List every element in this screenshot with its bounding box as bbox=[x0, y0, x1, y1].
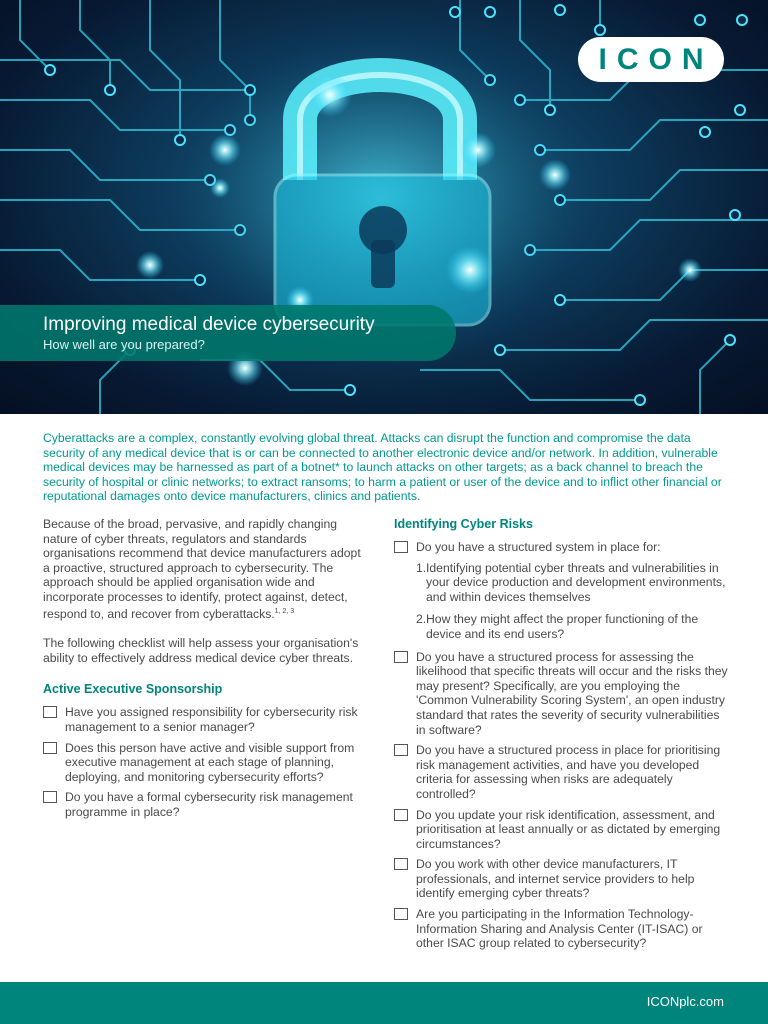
reference-superscript: 1, 2, 3 bbox=[274, 607, 295, 615]
checkbox[interactable] bbox=[394, 908, 408, 920]
checkbox[interactable] bbox=[394, 744, 408, 756]
checklist-item bbox=[394, 650, 730, 738]
checklist-item-text: Do you have a formal cybersecurity risk management programme in place? bbox=[65, 790, 353, 819]
sub-list-number: 1. bbox=[416, 560, 427, 575]
checklist-item bbox=[394, 857, 730, 901]
checkbox[interactable] bbox=[394, 651, 408, 663]
sponsorship-heading: Active Executive Sponsorship bbox=[43, 682, 223, 697]
checklist-item-text: Have you assigned responsibility for cybersecurity risk management to a senior manager? bbox=[65, 705, 358, 734]
checklist-intro-paragraph: The following checklist will help assess your organisation's ability to effectively address medical device cyber threats. bbox=[43, 636, 359, 665]
cyber-risks-heading: Identifying Cyber Risks bbox=[394, 517, 533, 531]
checklist-item bbox=[43, 741, 363, 785]
intro-paragraph: Cyberattacks are a complex, constantly evolving global threat. Attacks can disrupt the function and compromise the data security of any medical device that is or can be connected to another electronic device and/or network. In addition, vulnerable medical devices may be harnessed as part of a botnet* to launch attacks on other targets; as a back channel to breach the security of hospital or clinic networks; to extract ransoms; to harm a patient or user of the device and to inflict other financial or reputational damages onto device manufacturers, clinics and patients. bbox=[43, 431, 722, 504]
sub-list-number: 2. bbox=[416, 612, 427, 627]
sub-list-text: How they might affect the proper functioning of the device and its end users? bbox=[426, 612, 699, 641]
footer-bar bbox=[0, 982, 768, 1024]
page-title: Improving medical device cybersecurity bbox=[43, 314, 375, 335]
checklist-item-text: Do you have a structured system in place for: bbox=[416, 540, 661, 554]
title-band bbox=[0, 305, 456, 361]
left-column bbox=[43, 517, 363, 826]
approach-paragraph: Because of the broad, pervasive, and rapidly changing nature of cyber threats, regulators and standards organisations recommend that device manufacturers adopt a proactive, structured approach to cybersecurity. The approach should be applied organisation wide and incorporate processes to identify, protect against, detect, respond to, and recover from cyberattacks.$^{1, 2, 3}$ bbox=[43, 517, 361, 621]
page-subtitle: How well are you prepared? bbox=[43, 337, 205, 352]
checklist-item bbox=[43, 705, 363, 734]
checkbox[interactable] bbox=[43, 706, 57, 718]
checklist-item bbox=[43, 790, 363, 819]
sub-list-text: Identifying potential cyber threats and vulnerabilities in your device production and development environments, and within devices themselves bbox=[426, 560, 726, 604]
checklist-item-text: Does this person have active and visible support from executive management at each stage of planning, deploying, and monitoring cybersecurity efforts? bbox=[65, 740, 355, 784]
checklist-item bbox=[394, 540, 730, 555]
right-column bbox=[394, 517, 730, 957]
sub-list-item bbox=[416, 561, 730, 605]
checklist-item-text: Do you have a structured process in place for prioritising risk management activities, and have you developed criteria for assessing when risks are adequately controlled? bbox=[416, 743, 721, 801]
checklist-item-text: Are you participating in the Information Technology-Information Sharing and Analysis Center (IT-ISAC) or other ISAC group related to cybersecurity? bbox=[416, 907, 703, 951]
checklist-item-text: Do you have a structured process for assessing the likelihood that specific threats will occur and the risks they may present? Specifically, are you employing the 'Common Vulnerability Scoring System', an open industry standard that rates the severity of security vulnerabilities in software? bbox=[416, 649, 728, 737]
website-link[interactable]: ICONplc.com bbox=[646, 994, 724, 1009]
checklist-item-text: Do you update your risk identification, assessment, and prioritisation at least annually or as dictated by emerging circumstances? bbox=[416, 807, 721, 851]
checkbox[interactable] bbox=[43, 742, 57, 754]
hero-banner bbox=[0, 0, 768, 414]
checkbox[interactable] bbox=[394, 858, 408, 870]
sub-list bbox=[416, 561, 730, 642]
checkbox[interactable] bbox=[43, 791, 57, 803]
checklist-item bbox=[394, 743, 730, 801]
checkbox[interactable] bbox=[394, 809, 408, 821]
icon-logo: ICON bbox=[578, 37, 724, 82]
checkbox[interactable] bbox=[394, 541, 408, 553]
checklist-item bbox=[394, 907, 730, 951]
sub-list-item bbox=[416, 612, 730, 641]
checklist-item-text: Do you work with other device manufacturers, IT professionals, and internet service providers to help identify emerging cyber threats? bbox=[416, 857, 695, 901]
checklist-item bbox=[394, 808, 730, 852]
